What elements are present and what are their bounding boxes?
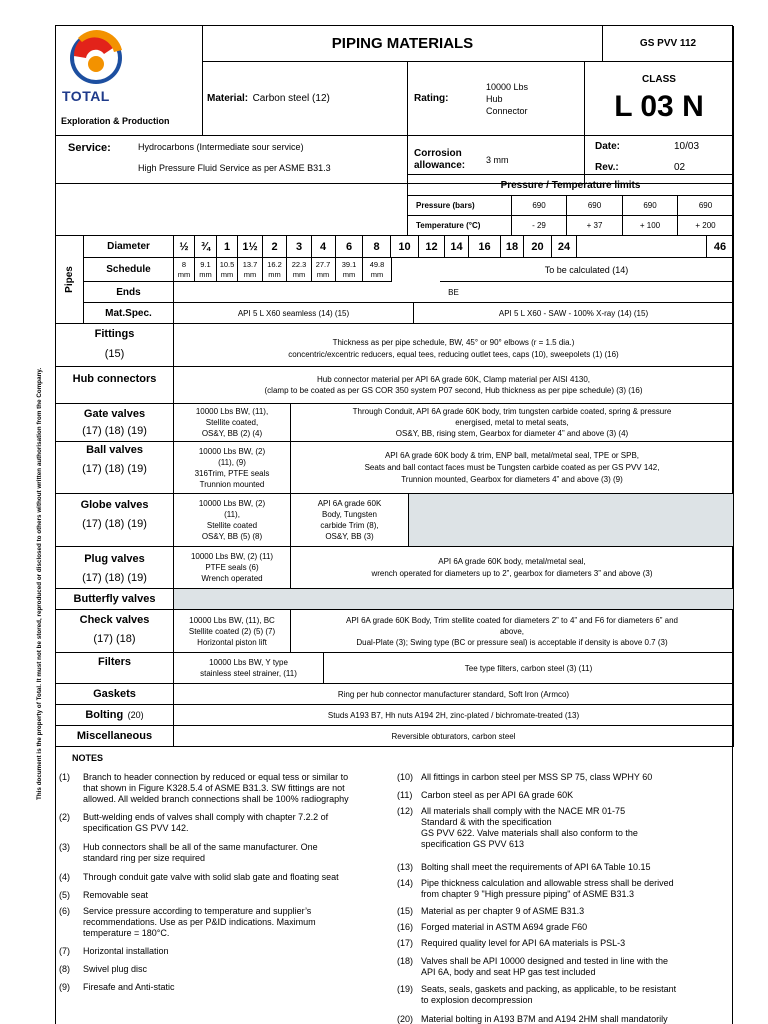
filters-label: Filters — [56, 653, 174, 684]
check-label: Check valves — [79, 614, 150, 626]
schedule-rest: To be calculated (14) — [440, 258, 734, 282]
plug-ref: (17) (18) (19) — [82, 572, 147, 584]
temperature-value: + 100 — [623, 216, 678, 236]
note-text: Service pressure according to temperature and supplier’s recommendations. Use as per P&ID indications. Maximum temperature = 180°C. — [83, 906, 316, 938]
diameter-cell: 14 — [445, 236, 469, 258]
note-number: (6) — [59, 906, 70, 916]
misc-value: Reversible obturators, carbon steel — [174, 726, 734, 747]
note-item — [397, 1014, 732, 1024]
class-label: CLASS — [642, 74, 676, 85]
filters-large: Tee type filters, carbon steel (3) (11) — [324, 653, 734, 684]
check-ref: (17) (18) — [93, 633, 136, 645]
matspec-large: API 5 L X60 - SAW - 100% X-ray (14) (15) — [414, 303, 734, 324]
note-text: Horizontal installation — [83, 946, 169, 956]
gaskets-value: Ring per hub connector manufacturer standard, Soft Iron (Armco) — [174, 684, 734, 705]
note-text: Butt-welding ends of valves shall comply with chapter 7.2.2 of specification GS PVV 142. — [83, 812, 329, 833]
note-number: (7) — [59, 946, 70, 956]
note-number: (19) — [397, 984, 414, 994]
note-text: Carbon steel as per API 6A grade 60K — [421, 790, 574, 800]
note-number: (10) — [397, 772, 414, 782]
gate-small: 10000 Lbs BW, (11), Stellite coated, OS&Y, BB (2) (4) — [174, 404, 291, 442]
note-number: (12) — [397, 806, 414, 816]
globe-ref: (17) (18) (19) — [82, 518, 147, 530]
hub-label: Hub connectors — [56, 367, 174, 404]
material-cell — [203, 62, 408, 136]
bolting-label-cell — [56, 705, 174, 726]
diameter-label: Diameter — [84, 236, 174, 258]
total-logo-icon — [64, 28, 134, 88]
matspec-small: API 5 L X60 seamless (14) (15) — [174, 303, 414, 324]
note-number: (15) — [397, 906, 414, 916]
note-number: (3) — [59, 842, 70, 852]
ball-label: Ball valves — [86, 444, 143, 456]
filters-small: 10000 Lbs BW, Y type stainless steel strainer, (11) — [174, 653, 324, 684]
schedule-cell: 22.3 mm — [287, 258, 312, 282]
note-number: (1) — [59, 772, 70, 782]
gate-ref: (17) (18) (19) — [82, 425, 147, 437]
note-item — [397, 772, 732, 783]
confidentiality-notice: This document is the property of Total. It must not be stored, reproduced or disclosed to others without written authorisation from the Company. — [36, 367, 43, 800]
note-number: (17) — [397, 938, 414, 948]
service-line-1: Hydrocarbons (Intermediate sour service) — [138, 142, 304, 152]
division-name: Exploration & Production — [61, 116, 170, 126]
pipes-group — [56, 236, 84, 324]
bolting-value: Studs A193 B7, Hh nuts A194 2H, zinc-plated / bichromate-treated (13) — [174, 705, 734, 726]
schedule-cell: 13.7 mm — [238, 258, 263, 282]
globe-label-cell — [56, 494, 174, 547]
note-number: (4) — [59, 872, 70, 882]
note-item — [59, 964, 394, 975]
rev-label: Rev.: — [595, 162, 619, 173]
diameter-cell: 16 — [469, 236, 501, 258]
gate-large: Through Conduit, API 6A grade 60K body, trim tungsten carbide coated, spring & pressure energised, metal to metal seats, OS&Y, BB, rising stem, Gearbox for diameter 4” and above (3) (4) — [291, 404, 734, 442]
diameter-cell: 4 — [311, 236, 336, 258]
datasheet-frame — [55, 25, 733, 1024]
note-text: Pipe thickness calculation and allowable stress shall be derived from chapter 9 "High pressure piping" of ASME B31.3 — [421, 878, 674, 899]
schedule-cell: 9.1 mm — [195, 258, 217, 282]
note-item — [397, 938, 732, 949]
class-cell — [585, 62, 734, 136]
temperature-value: + 37 — [567, 216, 623, 236]
rev-value: 02 — [674, 162, 686, 173]
note-text: Removable seat — [83, 890, 149, 900]
pressure-label: Pressure (bars) — [408, 196, 512, 216]
pt-limits-title: Pressure / Temperature limits — [408, 174, 734, 196]
check-large: API 6A grade 60K Body, Trim stellite coated for diameters 2” to 4” and F6 for diameters 6” and above, Dual-Plate (3); Swing type (BC or pressure seal) is acceptable if density is above 0.7 (3) — [291, 610, 734, 653]
diameter-cell: ¾ — [195, 236, 217, 258]
note-item — [397, 922, 732, 933]
note-number: (20) — [397, 1014, 414, 1024]
ball-label-cell — [56, 442, 174, 494]
class-value: L 03 N — [614, 90, 704, 123]
ends-value: BE — [174, 282, 734, 303]
note-item — [59, 872, 394, 883]
pressure-value: 690 — [512, 196, 567, 216]
note-item — [397, 790, 732, 801]
schedule-cell: 27.7 mm — [311, 258, 336, 282]
gate-label: Gate valves — [83, 408, 146, 420]
ball-small: 10000 Lbs BW, (2) (11), (9) 316Trim, PTFE seals Trunnion mounted — [174, 442, 291, 494]
diameter-cell: 46 — [707, 236, 734, 258]
pipes-group-label: Pipes — [64, 266, 75, 293]
note-number: (8) — [59, 964, 70, 974]
schedule-cell: 16.2 mm — [263, 258, 287, 282]
note-item — [397, 806, 732, 850]
corrosion-value: 3 mm — [486, 154, 509, 165]
schedule-label: Schedule — [84, 258, 174, 282]
plug-label-cell — [56, 547, 174, 589]
material-value: Carbon steel (12) — [252, 93, 330, 104]
butterfly-label: Butterfly valves — [56, 589, 174, 610]
date-value: 10/03 — [674, 141, 700, 152]
note-number: (16) — [397, 922, 414, 932]
matspec-label: Mat.Spec. — [84, 303, 174, 324]
diameter-cell: 1 — [217, 236, 238, 258]
plug-large: API 6A grade 60K body, metal/metal seal, wrench operated for diameters up to 2”, gearbox for diameters 3” and above (3) — [291, 547, 734, 589]
gate-label-cell — [56, 404, 174, 442]
bolting-label: Bolting — [85, 709, 124, 721]
diameter-cell: ½ — [174, 236, 195, 258]
note-text: All materials shall comply with the NACE MR 01-75 Standard & with the specification GS PVV 622. Valve materials shall also conform to the specification GS PVV 613 — [421, 806, 638, 849]
note-number: (18) — [397, 956, 414, 966]
note-text: Material bolting in A193 B7M and A194 2HM shall mandatorily — [421, 1014, 668, 1024]
note-number: (13) — [397, 862, 414, 872]
diameter-cell: 12 — [419, 236, 445, 258]
pressure-value: 690 — [678, 196, 734, 216]
ball-ref: (17) (18) (19) — [82, 463, 147, 475]
butterfly-shaded — [174, 589, 734, 610]
note-number: (5) — [59, 890, 70, 900]
note-text: Through conduit gate valve with solid slab gate and floating seat — [83, 872, 339, 882]
note-text: Firesafe and Anti-static — [83, 982, 175, 992]
check-label-cell — [56, 610, 174, 653]
globe-label: Globe valves — [80, 499, 149, 511]
note-item — [59, 842, 394, 864]
plug-small: 10000 Lbs BW, (2) (11) PTFE seals (6) Wrench operated — [174, 547, 291, 589]
diameter-cell: 24 — [552, 236, 577, 258]
diameter-cell: 8 — [363, 236, 391, 258]
note-number: (14) — [397, 878, 414, 888]
check-small: 10000 Lbs BW, (11), BC Stellite coated (2) (5) (7) Horizontal piston lift — [174, 610, 291, 653]
diameter-cell: 2 — [263, 236, 287, 258]
schedule-cell: 10.5 mm — [217, 258, 238, 282]
note-text: Seats, seals, gaskets and packing, as applicable, to be resistant to explosion decompression — [421, 984, 677, 1005]
diameter-cell: 18 — [501, 236, 524, 258]
note-item — [59, 772, 394, 805]
note-item — [59, 906, 394, 939]
note-text: Branch to header connection by reduced or equal tess or similar to that shown in Figure K328.5.4 of ASME B31.3. SW fittings are not allowed. All welded branch connections shall be 100% radiography — [83, 772, 349, 804]
ends-label: Ends — [84, 282, 174, 303]
service-cell — [56, 136, 408, 184]
note-item — [397, 984, 732, 1006]
rating-label: Rating: — [414, 93, 449, 104]
note-item — [59, 890, 394, 901]
temperature-value: - 29 — [512, 216, 567, 236]
gaskets-label: Gaskets — [56, 684, 174, 705]
note-text: All fittings in carbon steel per MSS SP 75, class WPHY 60 — [421, 772, 653, 782]
schedule-cell: 39.1 mm — [336, 258, 363, 282]
material-label: Material: — [207, 93, 249, 104]
note-text: Hub connectors shall be all of the same manufacturer. One standard ring per size required — [83, 842, 318, 863]
service-filler — [56, 184, 408, 236]
fittings-value: Thickness as per pipe schedule, BW, 45° or 90° elbows (r = 1.5 dia.) concentric/excentric reducers, equal tees, reducing outlet tees, caps (10), sweepolets (1) (16) — [174, 324, 734, 367]
note-text: Bolting shall meet the requirements of API 6A Table 10.15 — [421, 862, 651, 872]
diameter-cell: 6 — [336, 236, 363, 258]
note-item — [59, 812, 394, 834]
fittings-label: Fittings — [94, 328, 135, 340]
note-item — [397, 878, 732, 900]
note-number: (9) — [59, 982, 70, 992]
note-text: Forged material in ASTM A694 grade F60 — [421, 922, 588, 932]
misc-label: Miscellaneous — [56, 726, 174, 747]
note-item — [397, 862, 732, 873]
diameter-cell: 3 — [287, 236, 312, 258]
pressure-value: 690 — [623, 196, 678, 216]
page-title: PIPING MATERIALS — [203, 26, 603, 62]
note-item — [397, 956, 732, 978]
service-line-2: High Pressure Fluid Service as per ASME B31.3 — [138, 163, 331, 173]
temperature-label: Temperature (°C) — [408, 216, 512, 236]
diameter-cell — [577, 236, 707, 258]
pressure-value: 690 — [567, 196, 623, 216]
schedule-cell: 49.8 mm — [363, 258, 392, 282]
schedule-cell: 8 mm — [174, 258, 195, 282]
company-logo-block — [56, 26, 203, 136]
diameter-cell: 20 — [524, 236, 552, 258]
notes-title: NOTES — [72, 753, 104, 763]
rating-value: 10000 Lbs Hub Connector — [486, 81, 529, 116]
ball-large: API 6A grade 60K body & trim, ENP ball, metal/metal seal, TPE or SPB, Seats and ball contact faces must be Tungsten carbide coated as per GS PVV 142, Trunnion mounted, Gearbox for diameters 4” and above (3) (9) — [291, 442, 734, 494]
note-item — [59, 946, 394, 957]
fittings-label-cell — [56, 324, 174, 367]
diameter-cell: 1½ — [238, 236, 263, 258]
note-text: Valves shall be API 10000 designed and tested in line with the API 6A, body and seat HP gas test included — [421, 956, 669, 977]
note-number: (2) — [59, 812, 70, 822]
temperature-value: + 200 — [678, 216, 734, 236]
note-text: Required quality level for API 6A materials is PSL-3 — [421, 938, 626, 948]
note-text: Material as per chapter 9 of ASME B31.3 — [421, 906, 585, 916]
doc-reference: GS PVV 112 — [603, 26, 734, 62]
note-text: Swivel plug disc — [83, 964, 148, 974]
note-number: (11) — [397, 790, 413, 800]
rating-cell — [408, 62, 585, 136]
note-item — [397, 906, 732, 917]
service-label: Service: — [68, 142, 111, 154]
brand-name: TOTAL — [62, 88, 110, 104]
note-item — [59, 982, 394, 993]
date-label: Date: — [595, 141, 621, 152]
corrosion-label: Corrosion allowance: — [414, 147, 466, 171]
hub-value: Hub connector material per API 6A grade 60K, Clamp material per AISI 4130, (clamp to be coated as per GS COR 350 system P07 second, Hub thickness as per pipe schedule) (3) (16) — [174, 367, 734, 404]
plug-label: Plug valves — [84, 553, 145, 565]
bolting-ref: (20) — [127, 710, 144, 720]
fittings-ref: (15) — [104, 348, 125, 360]
globe-mid: API 6A grade 60K Body, Tungsten carbide Trim (8), OS&Y, BB (3) — [291, 494, 409, 547]
diameter-cell: 10 — [391, 236, 419, 258]
globe-shaded — [409, 494, 734, 547]
globe-small: 10000 Lbs BW, (2) (11), Stellite coated OS&Y, BB (5) (8) — [174, 494, 291, 547]
